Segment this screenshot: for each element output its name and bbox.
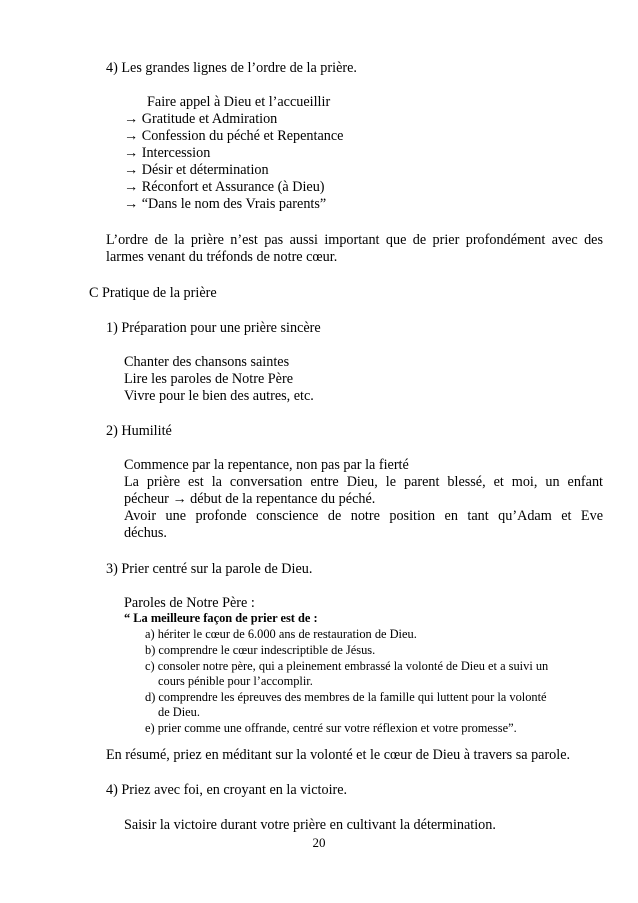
- paragraph-line: pécheur → début de la repentance du péché.: [124, 491, 376, 507]
- list-item: Chanter des chansons saintes: [124, 354, 290, 370]
- quote-item: b) comprendre le cœur indescriptible de Jésus.: [145, 643, 376, 657]
- subsection-heading-3: 3) Prier centré sur la parole de Dieu.: [106, 561, 313, 577]
- prayer-step: Faire appel à Dieu et l’accueillir: [147, 94, 331, 110]
- quote-intro: Paroles de Notre Père :: [124, 595, 255, 611]
- section-heading-c: C Pratique de la prière: [89, 285, 217, 301]
- paragraph-line: Commence par la repentance, non pas par la fierté: [124, 457, 409, 473]
- page-number: 20: [312, 835, 326, 850]
- prayer-step: → Gratitude et Admiration: [124, 111, 278, 127]
- paragraph-line: Saisir la victoire durant votre prière en cultivant la détermination.: [124, 817, 496, 833]
- quote-item: a) hériter le cœur de 6.000 ans de restauration de Dieu.: [145, 627, 417, 641]
- section-heading-prayer-order: 4) Les grandes lignes de l’ordre de la prière.: [106, 60, 357, 76]
- quote-item: d) comprendre les épreuves des membres de la famille qui luttent pour la volonté: [145, 690, 547, 704]
- subsection-heading-2: 2) Humilité: [106, 423, 172, 439]
- prayer-step: → Désir et détermination: [124, 162, 269, 178]
- quote-item: c) consoler notre père, qui a pleinement embrassé la volonté de Dieu et a suivi un: [145, 659, 549, 673]
- paragraph-line: La prière est la conversation entre Dieu, le parent blessé, et moi, un enfant: [124, 474, 603, 490]
- quote-item: de Dieu.: [158, 705, 200, 719]
- paragraph-line: Avoir une profonde conscience de notre position en tant qu’Adam et Eve: [124, 508, 603, 524]
- subsection-heading-1: 1) Préparation pour une prière sincère: [106, 320, 321, 336]
- summary-line: En résumé, priez en méditant sur la volonté et le cœur de Dieu à travers sa parole.: [106, 747, 571, 763]
- quote-item: e) prier comme une offrande, centré sur votre réflexion et votre promesse”.: [145, 721, 517, 735]
- prayer-step: → Réconfort et Assurance (à Dieu): [124, 179, 325, 195]
- paragraph-line: déchus.: [124, 525, 167, 541]
- quote-item: cours pénible pour l’accomplir.: [158, 674, 313, 688]
- paragraph-line: L’ordre de la prière n’est pas aussi important que de prier profondément avec des: [106, 232, 603, 248]
- paragraph-line: larmes venant du tréfonds de notre cœur.: [106, 249, 338, 265]
- subsection-heading-4: 4) Priez avec foi, en croyant en la victoire.: [106, 782, 348, 798]
- prayer-step: → “Dans le nom des Vrais parents”: [124, 196, 327, 212]
- list-item: Lire les paroles de Notre Père: [124, 371, 293, 387]
- prayer-step: → Confession du péché et Repentance: [124, 128, 344, 144]
- quote-title: “ La meilleure façon de prier est de :: [124, 611, 318, 625]
- list-item: Vivre pour le bien des autres, etc.: [124, 388, 314, 404]
- prayer-step: → Intercession: [124, 145, 211, 161]
